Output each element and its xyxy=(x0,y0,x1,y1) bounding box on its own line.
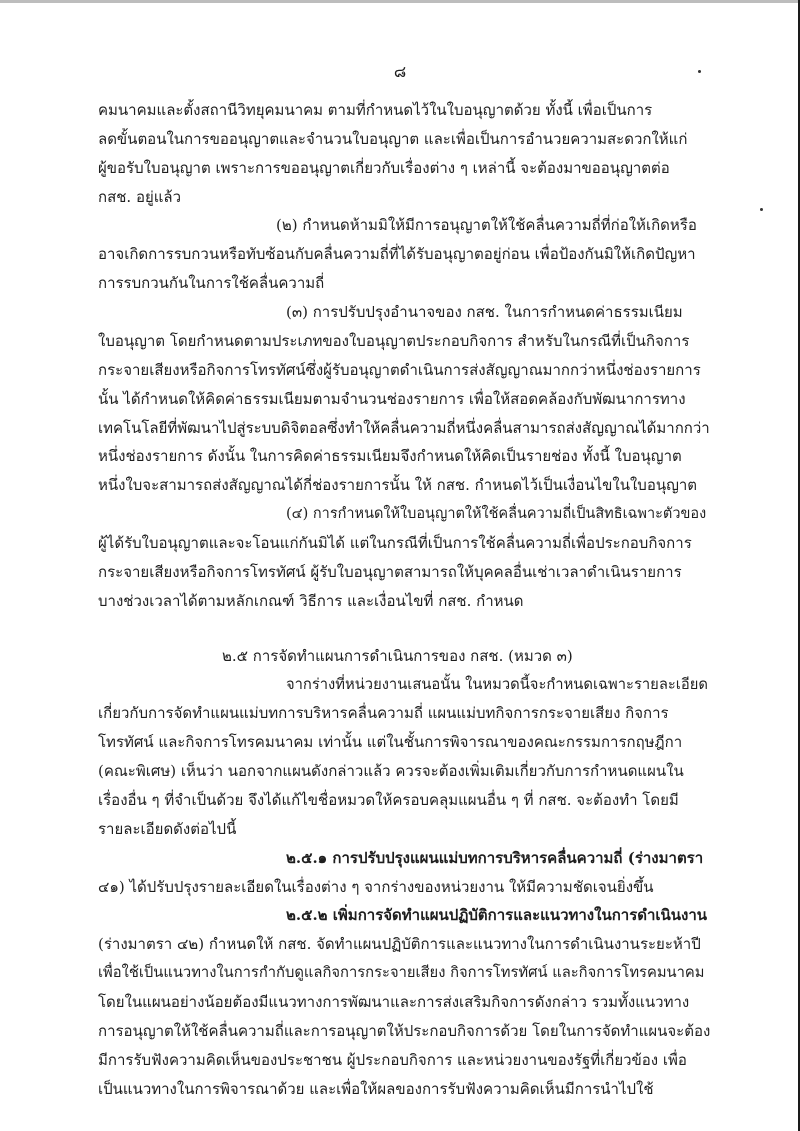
page-number: ๘ xyxy=(393,62,407,81)
text-line: หนึ่งช่องรายการ ดังนั้น ในการคิดค่าธรรมเนียมจึงกำหนดให้คิดเป็นรายช่อง ทั้งนี้ ใบอนุญาต xyxy=(98,447,682,465)
text-line: เกี่ยวกับการจัดทำแผนแม่บทการบริหารคลื่นความถี่ แผนแม่บทกิจการกระจายเสียง กิจการ xyxy=(98,704,669,722)
subsection-heading: ๒.๕.๒ เพิ่มการจัดทำแผนปฏิบัติการและแนวทางในการดำเนินงาน xyxy=(286,906,708,924)
text-line: ผู้ได้รับใบอนุญาตและจะโอนแก่กันมิได้ แต่ในกรณีที่เป็นการใช้คลื่นความถี่เพื่อประกอบกิจการ xyxy=(98,534,692,552)
text-line: จากร่างที่หน่วยงานเสนอนั้น ในหมวดนี้จะกำหนดเฉพาะรายละเอียด xyxy=(286,676,708,693)
section-heading: ๒.๕ การจัดทำแผนการดำเนินการของ กสช. (หมวด ๓) xyxy=(222,647,573,665)
text-line: บางช่วงเวลาได้ตามหลักเกณฑ์ วิธีการ และเงื่อนไขที่ กสช. กำหนด xyxy=(98,592,524,610)
text-line: กระจายเสียงหรือกิจการโทรทัศน์ซึ่งผู้รับอนุญาตดำเนินการส่งสัญญาณมากกว่าหนึ่งช่องรายการ xyxy=(98,361,701,379)
text-line: การรบกวนกันในการใช้คลื่นความถี่ xyxy=(98,274,325,292)
text-line: (๒) กำหนดห้ามมิให้มีการอนุญาตให้ใช้คลื่นความถี่ที่ก่อให้เกิดหรือ xyxy=(276,216,697,234)
text-line: เทคโนโลยีที่พัฒนาไปสู่ระบบดิจิตอลซึ่งทำให้คลื่นความถี่หนึ่งคลื่นสามารถส่งสัญญาณได้มากกว่า xyxy=(98,419,710,437)
text-line: เป็นแนวทางในการพิจารณาด้วย และเพื่อให้ผลของการรับฟังความคิดเห็นมีการนำไปใช้ xyxy=(98,1080,654,1098)
text-line: เรื่องอื่น ๆ ที่จำเป็นด้วย จึงได้แก้ไขชื่อหมวดให้ครอบคลุมแผนอื่น ๆ ที่ กสช. จะต้องทำ โดยมี xyxy=(98,791,679,809)
text-line: (ร่างมาตรา ๔๒) กำหนดให้ กสช. จัดทำแผนปฏิบัติการและแนวทางในการดำเนินงานระยะห้าปี xyxy=(98,935,701,953)
text-line: ๔๑) ได้ปรับปรุงรายละเอียดในเรื่องต่าง ๆ จากร่างของหน่วยงาน ให้มีความชัดเจนยิ่งขึ้น xyxy=(98,878,654,896)
text-line: นั้น ได้กำหนดให้คิดค่าธรรมเนียมตามจำนวนช่องรายการ เพื่อให้สอดคล้องกับพัฒนาการทาง xyxy=(98,390,686,408)
text-line: โดยในแผนอย่างน้อยต้องมีแนวทางการพัฒนาและการส่งเสริมกิจการดังกล่าว รวมทั้งแนวทาง xyxy=(98,993,690,1011)
text-line: เพื่อใช้เป็นแนวทางในการกำกับดูแลกิจการกระจายเสียง กิจการโทรทัศน์ และกิจการโทรคมนาคม xyxy=(98,964,705,981)
text-line: หนึ่งใบจะสามารถส่งสัญญาณได้กี่ช่องรายการนั้น ให้ กสช. กำหนดไว้เป็นเงื่อนไขในใบอนุญาต xyxy=(98,476,698,494)
text-line: กสช. อยู่แล้ว xyxy=(98,188,182,206)
text-line: โทรทัศน์ และกิจการโทรคมนาคม เท่านั้น แต่ในชั้นการพิจารณาของคณะกรรมการกฤษฎีกา xyxy=(98,733,683,751)
subsection-heading: ๒.๕.๑ การปรับปรุงแผนแม่บทการบริหารคลื่นความถี่ (ร่างมาตรา xyxy=(286,849,704,867)
text-line: รายละเอียดดังต่อไปนี้ xyxy=(98,820,237,838)
text-line: (๔) การกำหนดให้ใบอนุญาตให้ใช้คลื่นความถี่เป็นสิทธิเฉพาะตัวของ xyxy=(286,506,707,522)
text-line: กระจายเสียงหรือกิจการโทรทัศน์ ผู้รับใบอนุญาตสามารถให้บุคคลอื่นเช่าเวลาดำเนินรายการ xyxy=(98,563,682,581)
text-line: ผู้ขอรับใบอนุญาต เพราะการขออนุญาตเกี่ยวกับเรื่องต่าง ๆ เหล่านี้ จะต้องมาขออนุญาตต่อ xyxy=(98,159,670,177)
text-line: การอนุญาตให้ใช้คลื่นความถี่และการอนุญาตให้ประกอบกิจการด้วย โดยในการจัดทำแผนจะต้อง xyxy=(98,1022,711,1040)
text-line: ลดขั้นตอนในการขออนุญาตและจำนวนใบอนุญาต และเพื่อเป็นการอำนวยความสะดวกให้แก่ xyxy=(98,130,688,148)
text-line: (คณะพิเศษ) เห็นว่า นอกจากแผนดังกล่าวแล้ว ควรจะต้องเพิ่มเติมเกี่ยวกับการกำหนดแผนใน xyxy=(98,762,684,780)
text-line: อาจเกิดการรบกวนหรือทับซ้อนกับคลื่นความถี่ที่ได้รับอนุญาตอยู่ก่อน เพื่อป้องกันมิให้เกิดปัญหา xyxy=(98,245,696,263)
text-line: (๓) การปรับปรุงอำนาจของ กสช. ในการกำหนดค่าธรรมเนียม xyxy=(286,303,683,321)
text-line: มีการรับฟังความคิดเห็นของประชาชน ผู้ประกอบกิจการ และหน่วยงานของรัฐที่เกี่ยวข้อง เพื่อ xyxy=(98,1051,687,1069)
text-line: คมนาคมและตั้งสถานีวิทยุคมนาคม ตามที่กำหนดไว้ในใบอนุญาตด้วย ทั้งนี้ เพื่อเป็นการ xyxy=(98,101,653,119)
text-line: ใบอนุญาต โดยกำหนดตามประเภทของใบอนุญาตประกอบกิจการ สำหรับในกรณีที่เป็นกิจการ xyxy=(98,332,690,350)
scan-top-edge xyxy=(0,0,800,3)
scan-speck xyxy=(760,208,763,211)
